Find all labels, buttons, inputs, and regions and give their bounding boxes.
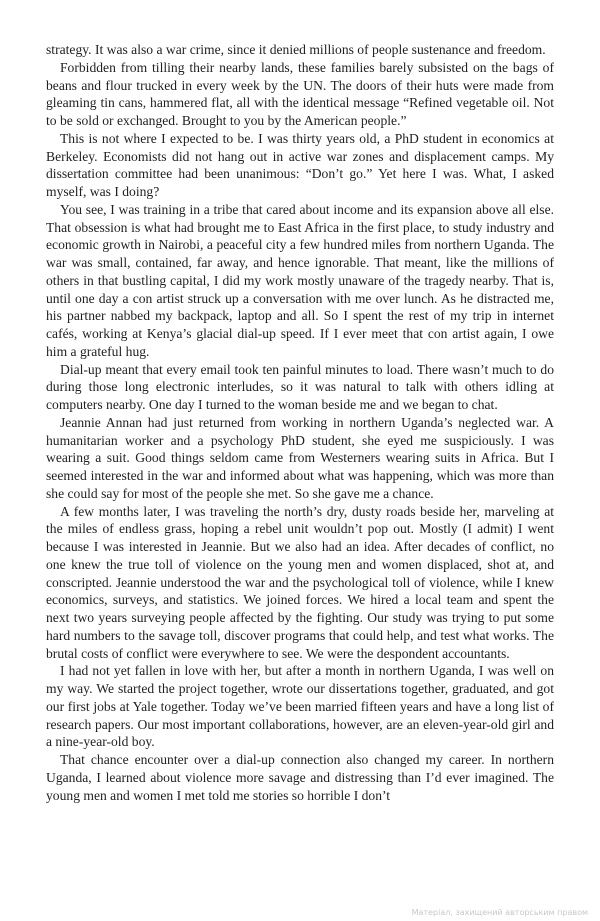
paragraph-1: strategy. It was also a war crime, since it denied millions of people sustenance and freedom. <box>46 42 546 57</box>
paragraph-4: You see, I was training in a tribe that cared about income and its expansion above all else. That obsession is what had brought me to East Africa in the first place, to study industry and economic growth in Nairobi, a peaceful city a few hundred miles from northern Uganda. The war was small, contained, far away, and hence ignorable. That meant, like the millions of others in that bustling capital, I did my work mostly unaware of the tragedy nearby. That is, until one day a con artist struck up a conversation with me over lunch. As he distracted me, his partner nabbed my backpack, laptop and all. So I spent the rest of my trip in internet cafés, working at Kenya’s glacial dial-up speed. If I ever meet that con artist again, I owe him a grateful hug. <box>46 201 554 359</box>
paragraph-9: That chance encounter over a dial-up connection also changed my career. In northern Uganda, I learned about violence more savage and distressing than I’d ever imagined. The young men and women I met told me stories so horrible I don’t <box>46 752 554 803</box>
paragraph-8: I had not yet fallen in love with her, but after a month in northern Uganda, I was well on my way. We started the project together, wrote our dissertations together, graduated, and got our first jobs at Yale together. Today we’ve been married fifteen years and have a long list of research papers. Our most important collaborations, however, are an eleven-year-old girl and a nine-year-old boy. <box>46 663 554 750</box>
paragraph-3: This is not where I expected to be. I was thirty years old, a PhD student in economics at Berkeley. Economists did not hang out in active war zones and displacement camps. My dissertation committee had been unanimous: “Don’t go.” Yet here I was. What, I asked myself, was I doing? <box>46 130 554 199</box>
paragraph-6: Jeannie Annan had just returned from working in northern Uganda’s neglected war. A humanitarian worker and a psychology PhD student, she eyed me suspiciously. I was wearing a suit. Good things seldom came from Westerners wearing suits in Africa. But I seemed interested in the war and informed about what was happening, which was more than she could say for most of the people she met. So she gave me a chance. <box>46 414 554 501</box>
book-page-body <box>46 41 554 804</box>
paragraph-2: Forbidden from tilling their nearby lands, these families barely subsisted on the bags of beans and flour trucked in every week by the UN. The doors of their huts were made from gleaming tin cans, hammered flat, all with the identical message “Refined vegetable oil. Not to be sold or exchanged. Brought to you by the American people.” <box>46 59 554 128</box>
paragraph-7: A few months later, I was traveling the north’s dry, dusty roads beside her, marveling at the miles of endless grass, hoping a rebel unit wouldn’t pop out. Mostly (I admit) I went because I was interested in Jeannie. But we also had an idea. After decades of conflict, no one knew the true toll of violence on the young men and women displaced, shot at, and conscripted. Jeannie understood the war and the psychological toll of violence, while I knew economics, surveys, and statistics. We joined forces. We hired a local team and spent the next two years surveying people affected by the fighting. Our study was trying to put some hard numbers to the savage toll, discover programs that could help, and test what works. The brutal costs of conflict were everywhere to see. We were the despondent accountants. <box>46 503 554 661</box>
copyright-watermark: Матеріал, захищений авторським правом <box>411 908 588 917</box>
paragraph-5: Dial-up meant that every email took ten painful minutes to load. There wasn’t much to do during those long electronic interludes, so it was natural to talk with others idling at computers nearby. One day I turned to the woman beside me and we began to chat. <box>46 361 554 412</box>
